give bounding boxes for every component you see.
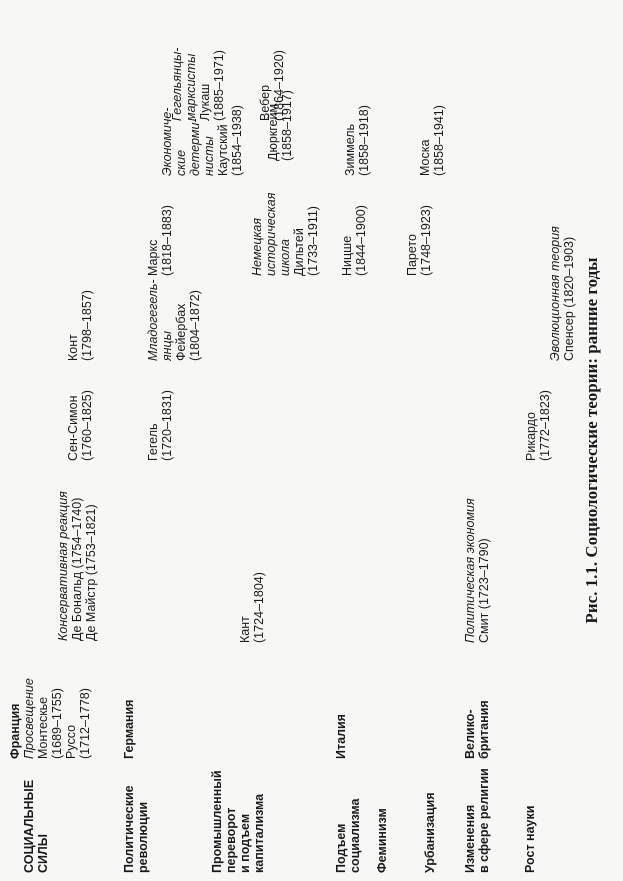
- france-durkheim: Дюркгейм (1858–1917): [266, 90, 294, 161]
- country-britain: Велико- британия: [463, 700, 491, 759]
- germany-nietzsche: Ницше (1844–1900): [340, 205, 368, 276]
- country-germany: Германия: [122, 699, 136, 759]
- britain-political-economy: Политическая экономия Смит (1723–1790): [463, 498, 491, 643]
- france-enlightenment: Просвещение Монтескье (1689–1755) Руссо (1712–1778): [22, 678, 92, 759]
- italy-pareto: Парето (1748–1923): [405, 205, 433, 276]
- germany-economic-determinists: Экономиче- ские детерми- нисты Каутский (1854–1938): [160, 105, 244, 176]
- germany-hegel: Гегель (1720–1831): [146, 390, 174, 461]
- germany-hegelian-marxists: Гегельянцы- марксисты Лукаш (1885–1971): [170, 47, 226, 121]
- britain-evolutionary-theory: Эволюционная теория Спенсер (1820–1903): [548, 226, 576, 361]
- force-science: Рост науки: [523, 805, 537, 873]
- france-conservative-reaction: Консервативная реакция Де Бональд (1754–1740) Де Майстр (1753–1821): [56, 491, 98, 641]
- france-comte: Конт (1798–1857): [66, 290, 94, 361]
- germany-marx: Маркс (1818–1883): [146, 205, 174, 276]
- britain-ricardo: Рикардо (1772–1823): [524, 390, 552, 461]
- germany-young-hegelians: Младогегель- янцы Фейербах (1804–1872): [146, 279, 202, 361]
- germany-kant: Кант (1724–1804): [238, 572, 266, 643]
- country-italy: Италия: [334, 714, 348, 759]
- force-religion: Изменения в сфере религии: [463, 768, 491, 873]
- force-political-revolutions: Политические революции: [122, 785, 150, 873]
- force-urbanization: Урбанизация: [423, 792, 437, 873]
- france-saint-simon: Сен-Симон (1760–1825): [66, 390, 94, 461]
- germany-historical-school: Немецкая историческая школа Дильтей (1733–1911): [250, 192, 320, 276]
- figure-caption: Рис. 1.1. Социологические теории: ранние годы: [582, 257, 601, 624]
- country-france: Франция: [8, 703, 22, 759]
- force-feminism: Феминизм: [375, 808, 389, 873]
- force-industrial-revolution: Промышленный переворот и подъем капитализма: [210, 770, 266, 873]
- germany-weber: Вебер (1864–1920): [258, 50, 286, 121]
- force-socialism: Подъем социализма: [334, 798, 362, 873]
- germany-simmel: Зиммель (1858–1918): [343, 105, 371, 176]
- forces-header: СОЦИАЛЬНЫЕ СИЛЫ: [22, 779, 50, 873]
- italy-mosca: Моска (1858–1941): [418, 105, 446, 176]
